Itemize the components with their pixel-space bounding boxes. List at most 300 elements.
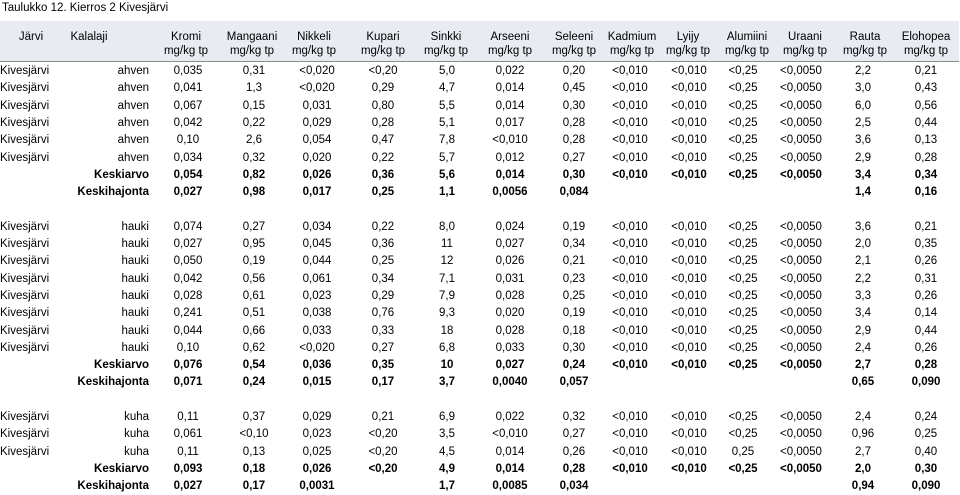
table-cell: 0,29 xyxy=(371,289,395,302)
table-cell: hauki xyxy=(121,255,149,268)
column-header: Uraani xyxy=(788,31,822,43)
table-cell: 0,031 xyxy=(495,272,525,285)
table-cell: Kivesjärvi xyxy=(0,272,50,285)
table-cell: <0,010 xyxy=(492,134,528,147)
table-cell: <0,010 xyxy=(671,168,707,181)
table-cell: kuha xyxy=(124,445,149,458)
table-cell: 0,028 xyxy=(495,324,525,337)
table-cell: 0,96 xyxy=(851,428,875,441)
table-cell: 0,30 xyxy=(562,168,586,181)
table-cell: <0,010 xyxy=(612,411,648,423)
table-cell: Keskihajonta xyxy=(77,376,149,389)
table-row xyxy=(0,219,960,236)
table-cell: <0,25 xyxy=(728,168,758,181)
table-cell: 12 xyxy=(440,255,454,268)
table-cell: <0,0050 xyxy=(780,272,822,285)
table-cell: <0,0050 xyxy=(780,462,822,475)
table-cell: 0,0040 xyxy=(492,376,528,389)
table-row xyxy=(0,409,960,426)
table-cell: 0,35 xyxy=(371,359,395,372)
table-cell: <0,25 xyxy=(728,238,758,250)
table-row xyxy=(0,444,960,461)
table-cell: 3,4 xyxy=(855,307,871,320)
table-cell: 0,28 xyxy=(371,116,395,129)
table-cell: Keskiarvo xyxy=(94,462,149,475)
table-cell: Kivesjärvi xyxy=(0,116,50,129)
table-cell: <0,20 xyxy=(368,462,398,475)
column-unit: mg/kg tp xyxy=(291,45,337,57)
table-cell: 2,0 xyxy=(855,462,871,475)
table-cell: 0,050 xyxy=(173,255,203,268)
table-cell: 4,5 xyxy=(439,445,455,458)
table-cell: 3,0 xyxy=(855,82,871,95)
table-cell: <0,25 xyxy=(728,220,758,233)
table-cell: 0,076 xyxy=(173,359,203,372)
table-cell: 0,071 xyxy=(173,376,203,389)
table-cell: 0,0031 xyxy=(299,480,335,493)
table-cell: 0,14 xyxy=(914,307,938,320)
table-cell: <0,010 xyxy=(671,255,707,268)
table-cell: <0,0050 xyxy=(780,307,822,320)
table-cell: 0,33 xyxy=(371,324,395,337)
table-row xyxy=(0,253,960,270)
table-cell: <0,010 xyxy=(671,116,707,129)
table-cell: 0,13 xyxy=(242,445,266,458)
table-cell: 0,014 xyxy=(495,462,525,475)
table-cell: 0,034 xyxy=(302,220,332,233)
table-cell: <0,010 xyxy=(671,445,707,458)
table-cell: 0,061 xyxy=(302,272,332,285)
table-cell: 0,023 xyxy=(302,428,332,441)
table-cell: 0,27 xyxy=(371,341,395,354)
table-cell: 6,9 xyxy=(439,411,455,423)
table-cell: 0,241 xyxy=(173,307,203,320)
summary-row xyxy=(0,461,960,478)
column-header: Kadmium xyxy=(607,31,657,43)
table-cell: <0,25 xyxy=(728,99,758,112)
table-cell: Kivesjärvi xyxy=(0,428,50,441)
table-cell: <0,20 xyxy=(368,65,398,77)
table-cell: <0,010 xyxy=(612,324,648,337)
table-cell: <0,25 xyxy=(728,307,758,320)
table-cell: 0,0085 xyxy=(492,480,528,493)
table-cell: 0,044 xyxy=(302,255,332,268)
table-cell: 2,1 xyxy=(855,255,871,268)
table-cell: <0,0050 xyxy=(780,411,822,423)
table-cell: Kivesjärvi xyxy=(0,411,50,423)
table-cell: 0,054 xyxy=(173,168,203,181)
table-cell: Kivesjärvi xyxy=(0,324,50,337)
table-cell: 0,44 xyxy=(914,324,938,337)
table-cell: <0,0050 xyxy=(780,134,822,147)
column-header: Elohopea xyxy=(901,31,951,43)
table-cell: Kivesjärvi xyxy=(0,341,50,354)
table-cell: 0,40 xyxy=(914,445,938,458)
table-cell: 0,30 xyxy=(562,99,586,112)
column-unit: mg/kg tp xyxy=(163,45,209,57)
table-cell: 0,074 xyxy=(173,220,203,233)
column-unit: mg/kg tp xyxy=(782,45,828,57)
summary-row xyxy=(0,478,960,495)
table-cell: 0,27 xyxy=(562,428,586,441)
table-cell: <0,0050 xyxy=(780,324,822,337)
table-cell: 0,28 xyxy=(914,359,938,372)
summary-row xyxy=(0,184,960,201)
table-cell: Kivesjärvi xyxy=(0,255,50,268)
table-row xyxy=(0,323,960,340)
column-unit: mg/kg tp xyxy=(665,45,711,57)
table-cell: Keskiarvo xyxy=(94,359,149,372)
table-row xyxy=(0,150,960,167)
table-cell: <0,010 xyxy=(612,445,648,458)
table-cell: 0,028 xyxy=(173,289,203,302)
table-cell: <0,010 xyxy=(671,272,707,285)
table-cell: 0,94 xyxy=(851,480,875,493)
table-cell: <0,25 xyxy=(728,65,758,77)
table-cell: 0,034 xyxy=(173,151,203,164)
table-row xyxy=(0,271,960,288)
table-cell: <0,010 xyxy=(612,428,648,441)
table-row xyxy=(0,236,960,253)
table-cell: <0,010 xyxy=(612,134,648,147)
table-cell: 0,61 xyxy=(242,289,266,302)
column-header: Järvi xyxy=(18,31,44,43)
table-cell: 0,56 xyxy=(914,99,938,112)
table-cell: 0,038 xyxy=(302,307,332,320)
table-cell: 0,042 xyxy=(173,116,203,129)
table-cell: 0,36 xyxy=(371,168,395,181)
table-cell: Kivesjärvi xyxy=(0,134,50,147)
table-cell: 0,47 xyxy=(371,134,395,147)
table-cell: 0,034 xyxy=(559,480,589,493)
table-cell: <0,010 xyxy=(612,168,648,181)
table-cell: 0,023 xyxy=(302,289,332,302)
table-cell: 3,7 xyxy=(439,376,455,389)
table-cell: 0,36 xyxy=(371,238,395,250)
table-cell: <0,010 xyxy=(671,462,707,475)
table-cell: <0,20 xyxy=(368,428,398,441)
table-cell: <0,25 xyxy=(728,289,758,302)
table-cell: 0,026 xyxy=(495,255,525,268)
table-cell: <0,0050 xyxy=(780,289,822,302)
summary-row xyxy=(0,167,960,184)
table-cell: <0,0050 xyxy=(780,341,822,354)
table-cell: 0,017 xyxy=(495,116,525,129)
table-cell: 2,7 xyxy=(855,445,871,458)
table-cell: <0,0050 xyxy=(780,99,822,112)
table-cell: 1,1 xyxy=(439,186,455,199)
column-unit: mg/kg tp xyxy=(551,45,597,57)
table-cell: hauki xyxy=(121,307,149,320)
table-cell: 0,054 xyxy=(302,134,332,147)
summary-row xyxy=(0,357,960,374)
table-cell: 0,29 xyxy=(371,82,395,95)
table-cell: 2,0 xyxy=(855,238,871,250)
table-cell: <0,010 xyxy=(612,307,648,320)
table-cell: 0,26 xyxy=(914,255,938,268)
table-cell: Kivesjärvi xyxy=(0,99,50,112)
table-cell: 0,27 xyxy=(562,151,586,164)
table-cell: 0,025 xyxy=(302,445,332,458)
table-row xyxy=(0,288,960,305)
table-cell: 0,24 xyxy=(242,376,266,389)
column-header: Mangaani xyxy=(226,31,278,43)
column-header: Alumiini xyxy=(726,31,768,43)
table-cell: 0,090 xyxy=(911,480,941,493)
spacer-row xyxy=(0,201,960,218)
table-cell: <0,010 xyxy=(671,65,707,77)
table-cell: 7,9 xyxy=(439,289,455,302)
table-cell: <0,010 xyxy=(671,428,707,441)
table-row xyxy=(0,63,960,80)
table-cell: 0,084 xyxy=(559,186,589,199)
table-cell: 0,24 xyxy=(914,411,938,423)
table-cell: 0,20 xyxy=(562,65,586,77)
table-cell: <0,0050 xyxy=(780,168,822,181)
column-unit: mg/kg tp xyxy=(229,45,275,57)
table-cell: 0,029 xyxy=(302,411,332,423)
table-cell: 2,2 xyxy=(855,272,871,285)
table-cell: 0,31 xyxy=(242,65,266,77)
column-header: Seleeni xyxy=(554,31,594,43)
table-cell: 0,11 xyxy=(177,411,199,423)
table-cell: 0,041 xyxy=(173,82,203,95)
table-cell: <0,25 xyxy=(728,134,758,147)
table-cell: 2,9 xyxy=(855,324,871,337)
table-cell: 0,020 xyxy=(302,151,332,164)
column-header: Rauta xyxy=(849,31,881,43)
table-cell: 0,17 xyxy=(371,376,395,389)
table-cell: <0,010 xyxy=(671,99,707,112)
table-cell: 0,18 xyxy=(242,462,266,475)
table-cell: hauki xyxy=(121,220,149,233)
table-cell: 0,024 xyxy=(495,220,525,233)
table-cell: 0,022 xyxy=(495,411,525,423)
table-cell: 0,43 xyxy=(914,82,938,95)
table-cell: <0,25 xyxy=(728,359,758,372)
table-cell: 2,4 xyxy=(855,341,871,354)
table-cell: ahven xyxy=(117,82,149,95)
table-cell: 0,24 xyxy=(562,359,586,372)
table-cell: 5,7 xyxy=(439,151,455,164)
table-cell: 0,26 xyxy=(914,289,938,302)
table-cell: <0,25 xyxy=(728,151,758,164)
table-cell: 0,21 xyxy=(914,65,938,77)
table-cell: 0,22 xyxy=(242,116,266,129)
table-cell: hauki xyxy=(121,324,149,337)
table-cell: 0,090 xyxy=(911,376,941,389)
table-cell: <0,010 xyxy=(612,220,648,233)
table-cell: 0,026 xyxy=(302,168,332,181)
table-cell: <0,25 xyxy=(728,341,758,354)
table-cell: 2,6 xyxy=(246,134,262,147)
table-cell: 0,25 xyxy=(371,255,395,268)
table-cell: <0,010 xyxy=(671,359,707,372)
table-cell: 0,45 xyxy=(562,82,586,95)
table-cell: 5,5 xyxy=(439,99,455,112)
table-cell: <0,010 xyxy=(671,134,707,147)
table-cell: <0,10 xyxy=(239,428,269,441)
table-cell: 0,80 xyxy=(371,99,395,112)
column-unit: mg/kg tp xyxy=(903,45,949,57)
table-cell: 0,13 xyxy=(914,134,938,147)
table-cell: 0,027 xyxy=(495,359,525,372)
table-cell: 0,28 xyxy=(562,116,586,129)
table-cell: 0,035 xyxy=(173,65,203,77)
table-cell: <0,0050 xyxy=(780,428,822,441)
table-cell: <0,010 xyxy=(671,238,707,250)
table-cell: 0,0056 xyxy=(492,186,528,199)
table-cell: 7,1 xyxy=(439,272,455,285)
table-cell: 11 xyxy=(441,238,453,250)
column-unit: mg/kg tp xyxy=(423,45,469,57)
table-cell: <0,010 xyxy=(612,82,648,95)
table-cell: 3,3 xyxy=(855,289,871,302)
table-cell: 5,1 xyxy=(439,116,455,129)
table-cell: 3,6 xyxy=(855,220,871,233)
table-cell: 0,026 xyxy=(302,462,332,475)
table-cell: Kivesjärvi xyxy=(0,238,50,250)
table-cell: 0,27 xyxy=(242,220,266,233)
table-cell: 3,5 xyxy=(439,428,455,441)
table-cell: 4,7 xyxy=(439,82,455,95)
column-header: Sinkki xyxy=(430,31,462,43)
table-cell: <0,010 xyxy=(671,411,707,423)
table-cell: 0,28 xyxy=(914,151,938,164)
table-cell: 0,28 xyxy=(562,462,586,475)
table-cell: 0,027 xyxy=(495,238,525,250)
table-cell: 0,76 xyxy=(371,307,395,320)
table-cell: 0,033 xyxy=(495,341,525,354)
table-cell: <0,020 xyxy=(299,341,335,354)
table-cell: 9,3 xyxy=(439,307,455,320)
table-cell: 0,028 xyxy=(495,289,525,302)
table-cell: <0,25 xyxy=(728,324,758,337)
table-row xyxy=(0,426,960,443)
table-cell: <0,010 xyxy=(612,272,648,285)
table-cell: hauki xyxy=(121,289,149,302)
table-row xyxy=(0,98,960,115)
table-cell: <0,020 xyxy=(299,65,335,77)
table-cell: Kivesjärvi xyxy=(0,307,50,320)
table-cell: 0,10 xyxy=(176,134,200,147)
table-cell: <0,25 xyxy=(728,411,758,423)
table-cell: <0,0050 xyxy=(780,445,822,458)
table-cell: 0,014 xyxy=(495,82,525,95)
table-cell: 0,027 xyxy=(173,186,203,199)
table-cell: 0,32 xyxy=(562,411,586,423)
column-unit: mg/kg tp xyxy=(842,45,888,57)
table-cell: 0,16 xyxy=(914,186,938,199)
table-cell: Kivesjärvi xyxy=(0,151,50,164)
table-cell: <0,010 xyxy=(671,289,707,302)
table-cell: ahven xyxy=(117,65,149,77)
table-cell: Kivesjärvi xyxy=(0,289,50,302)
table-cell: 0,35 xyxy=(914,238,938,250)
summary-row xyxy=(0,374,960,391)
table-cell: <0,25 xyxy=(728,428,758,441)
table-cell: 0,10 xyxy=(176,341,200,354)
table-cell: <0,0050 xyxy=(780,116,822,129)
table-cell: 1,7 xyxy=(439,480,455,493)
table-cell: <0,0050 xyxy=(780,151,822,164)
table-cell: Keskihajonta xyxy=(77,186,149,199)
column-unit: mg/kg tp xyxy=(609,45,655,57)
table-cell: Keskihajonta xyxy=(77,480,149,493)
table-cell: <0,010 xyxy=(671,82,707,95)
table-cell: 0,34 xyxy=(371,272,395,285)
table-cell: <0,25 xyxy=(728,462,758,475)
column-header: Lyijy xyxy=(676,31,700,43)
table-cell: <0,010 xyxy=(612,289,648,302)
table-cell: 8,0 xyxy=(439,220,455,233)
table-cell: 5,0 xyxy=(439,65,455,77)
table-cell: <0,010 xyxy=(612,238,648,250)
table-cell: <0,0050 xyxy=(780,220,822,233)
table-cell: <0,20 xyxy=(368,445,398,458)
table-cell: 0,44 xyxy=(914,116,938,129)
table-cell: 2,4 xyxy=(855,411,871,423)
table-cell: 0,65 xyxy=(851,376,875,389)
table-cell: 0,30 xyxy=(562,341,586,354)
table-cell: 0,34 xyxy=(562,238,586,250)
table-cell: <0,010 xyxy=(612,116,648,129)
table-cell: 0,32 xyxy=(242,151,266,164)
table-cell: 0,30 xyxy=(914,462,938,475)
table-cell: hauki xyxy=(121,238,149,250)
table-cell: 0,029 xyxy=(302,116,332,129)
table-cell: ahven xyxy=(117,134,149,147)
table-cell: 1,4 xyxy=(855,186,871,199)
table-cell: ahven xyxy=(117,116,149,129)
table-cell: 0,014 xyxy=(495,99,525,112)
table-cell: 0,21 xyxy=(371,411,395,423)
table-cell: 0,21 xyxy=(562,255,586,268)
table-cell: kuha xyxy=(124,411,149,423)
table-cell: 0,26 xyxy=(562,445,586,458)
table-cell: <0,0050 xyxy=(780,255,822,268)
spacer-row xyxy=(0,392,960,409)
table-cell: 2,2 xyxy=(855,65,871,77)
table-cell: 0,22 xyxy=(371,220,395,233)
table-cell: ahven xyxy=(117,99,149,112)
table-cell: 2,5 xyxy=(855,116,871,129)
table-cell: 0,34 xyxy=(914,168,938,181)
table-cell: 0,31 xyxy=(914,272,938,285)
table-cell: 0,027 xyxy=(173,238,203,250)
table-cell: 0,15 xyxy=(242,99,266,112)
table-row xyxy=(0,340,960,357)
table-cell: kuha xyxy=(124,428,149,441)
table-cell: <0,010 xyxy=(612,65,648,77)
table-cell: <0,25 xyxy=(728,255,758,268)
table-cell: 0,51 xyxy=(242,307,266,320)
table-cell: 3,4 xyxy=(855,168,871,181)
table-cell: <0,25 xyxy=(728,116,758,129)
table-cell: <0,010 xyxy=(612,359,648,372)
table-cell: 0,012 xyxy=(495,151,525,164)
table-cell: Keskiarvo xyxy=(94,168,149,181)
table-cell: <0,010 xyxy=(612,151,648,164)
table-cell: 0,033 xyxy=(302,324,332,337)
table-cell: 0,37 xyxy=(242,411,266,423)
table-cell: 0,044 xyxy=(173,324,203,337)
table-cell: 0,25 xyxy=(371,186,395,199)
table-cell: Kivesjärvi xyxy=(0,220,50,233)
table-cell: 4,9 xyxy=(439,462,455,475)
table-cell: <0,25 xyxy=(728,272,758,285)
table-cell: 0,62 xyxy=(242,341,266,354)
